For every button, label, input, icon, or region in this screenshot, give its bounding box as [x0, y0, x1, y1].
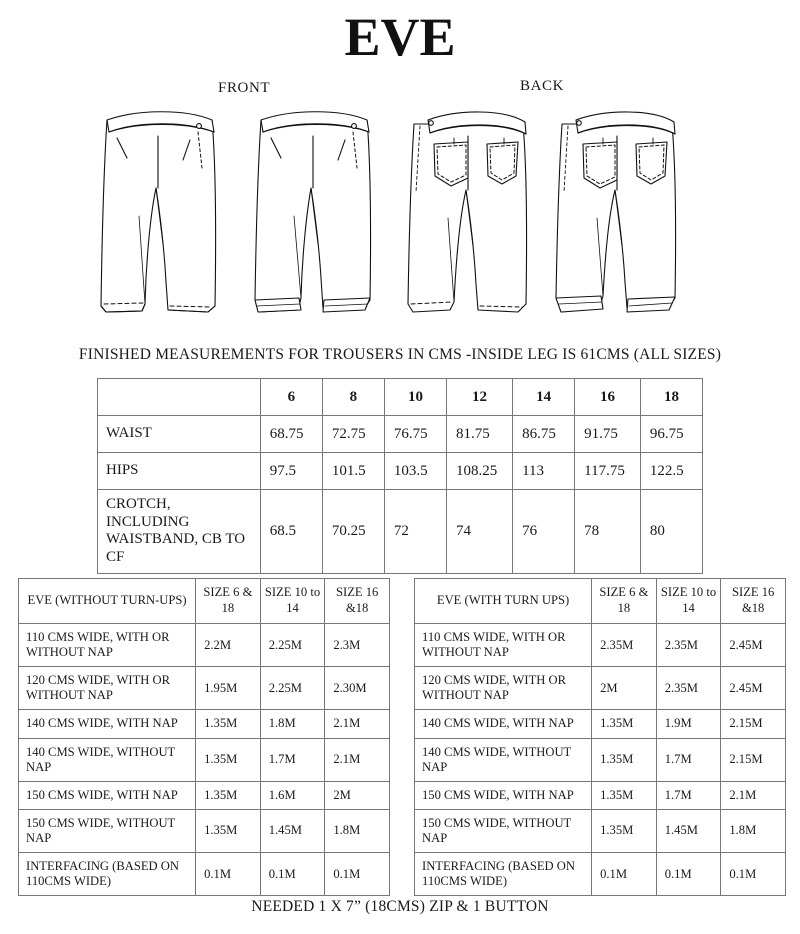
fabric-amount: 2.25M: [260, 624, 325, 667]
table-row: [415, 667, 786, 710]
table-row: [19, 667, 390, 710]
measurement-value: 76: [513, 490, 575, 574]
fabric-amount: 2.15M: [721, 738, 786, 781]
table-row: [19, 710, 390, 738]
fabric-amount: 2M: [592, 667, 657, 710]
fabric-amount: 1.9M: [656, 710, 721, 738]
table-row: [415, 853, 786, 896]
table-row: [415, 809, 786, 852]
table-row: [415, 624, 786, 667]
fabric-amount: 0.1M: [325, 853, 390, 896]
measurement-value: 68.5: [260, 490, 322, 574]
fabric-amount: 1.7M: [656, 781, 721, 809]
fabric-amount: 1.35M: [196, 710, 261, 738]
size-header-16: 16: [575, 379, 641, 416]
notions-caption: NEEDED 1 X 7” (18CMS) ZIP & 1 BUTTON: [251, 898, 549, 915]
finished-measurements-table: [97, 378, 703, 574]
fabric-amount: 0.1M: [656, 853, 721, 896]
fabric-amount: 2.2M: [196, 624, 261, 667]
fabric-left-size-header-1: SIZE 10 to 14: [260, 579, 325, 624]
fabric-amount: 2.45M: [721, 667, 786, 710]
page-title: EVE: [344, 7, 456, 67]
fabric-amount: 2.35M: [592, 624, 657, 667]
fabric-description: 120 CMS WIDE, WITH OR WITHOUT NAP: [415, 667, 592, 710]
fabric-description: 150 CMS WIDE, WITHOUT NAP: [19, 809, 196, 852]
measurements-corner-cell: [98, 379, 261, 416]
fabric-right-size-header-1: SIZE 10 to 14: [656, 579, 721, 624]
fabric-left-title: EVE (WITHOUT TURN-UPS): [19, 579, 196, 624]
table-row: [19, 853, 390, 896]
measurement-value: 97.5: [260, 453, 322, 490]
measurement-label: HIPS: [98, 453, 261, 490]
fabric-amount: 1.7M: [260, 738, 325, 781]
fabric-amount: 2.3M: [325, 624, 390, 667]
fabric-description: 150 CMS WIDE, WITH NAP: [415, 781, 592, 809]
fabric-right-size-header-0: SIZE 6 & 18: [592, 579, 657, 624]
table-row: [19, 809, 390, 852]
fabric-amount: 2.35M: [656, 667, 721, 710]
measurement-value: 108.25: [446, 453, 512, 490]
trouser-front-turnup-illustration: [252, 96, 388, 328]
fabric-left-header-row: [19, 579, 390, 624]
table-row: [415, 710, 786, 738]
trouser-front-plain-illustration: [98, 96, 230, 328]
fabric-description: 140 CMS WIDE, WITHOUT NAP: [415, 738, 592, 781]
fabric-requirements-without-turnups-table: [18, 578, 390, 896]
measurement-value: 91.75: [575, 416, 641, 453]
fabric-amount: 2.1M: [325, 710, 390, 738]
fabric-amount: 1.95M: [196, 667, 261, 710]
table-row: [415, 738, 786, 781]
fabric-amount: 1.8M: [325, 809, 390, 852]
fabric-amount: 2.30M: [325, 667, 390, 710]
fabric-amount: 2.35M: [656, 624, 721, 667]
front-view-label: FRONT: [218, 80, 271, 96]
title-block: [0, 7, 800, 67]
fabric-amount: 0.1M: [196, 853, 261, 896]
size-header-8: 8: [322, 379, 384, 416]
measurement-value: 70.25: [322, 490, 384, 574]
measurement-value: 76.75: [384, 416, 446, 453]
fabric-amount: 1.35M: [196, 738, 261, 781]
measurement-value: 68.75: [260, 416, 322, 453]
fabric-amount: 2.1M: [325, 738, 390, 781]
measurement-value: 86.75: [513, 416, 575, 453]
size-header-14: 14: [513, 379, 575, 416]
fabric-description: 110 CMS WIDE, WITH OR WITHOUT NAP: [415, 624, 592, 667]
table-row: [19, 624, 390, 667]
table-row: [19, 738, 390, 781]
measurement-value: 101.5: [322, 453, 384, 490]
fabric-amount: 1.35M: [592, 738, 657, 781]
fabric-right-size-header-2: SIZE 16 &18: [721, 579, 786, 624]
fabric-amount: 0.1M: [592, 853, 657, 896]
size-header-6: 6: [260, 379, 322, 416]
trouser-back-plain-illustration: [406, 96, 546, 328]
fabric-amount: 0.1M: [260, 853, 325, 896]
fabric-description: 150 CMS WIDE, WITHOUT NAP: [415, 809, 592, 852]
fabric-amount: 2.45M: [721, 624, 786, 667]
measurement-value: 72: [384, 490, 446, 574]
measurement-value: 113: [513, 453, 575, 490]
fabric-amount: 2M: [325, 781, 390, 809]
measurement-value: 117.75: [575, 453, 641, 490]
fabric-amount: 1.35M: [592, 781, 657, 809]
fabric-description: 140 CMS WIDE, WITHOUT NAP: [19, 738, 196, 781]
fabric-amount: 2.1M: [721, 781, 786, 809]
size-header-10: 10: [384, 379, 446, 416]
back-view-label: BACK: [520, 78, 565, 94]
measurement-value: 80: [640, 490, 702, 574]
fabric-amount: 1.35M: [592, 809, 657, 852]
fabric-amount: 1.35M: [196, 781, 261, 809]
measurement-label: WAIST: [98, 416, 261, 453]
fabric-right-title: EVE (WITH TURN UPS): [415, 579, 592, 624]
measurement-value: 78: [575, 490, 641, 574]
size-header-12: 12: [446, 379, 512, 416]
fabric-right-header-row: [415, 579, 786, 624]
table-row: [415, 781, 786, 809]
fabric-amount: 2.25M: [260, 667, 325, 710]
fabric-description: 140 CMS WIDE, WITH NAP: [415, 710, 592, 738]
fabric-amount: 1.6M: [260, 781, 325, 809]
measurement-label: CROTCH, INCLUDING WAISTBAND, CB TO CF: [98, 490, 261, 574]
fabric-description: 140 CMS WIDE, WITH NAP: [19, 710, 196, 738]
fabric-description: 110 CMS WIDE, WITH OR WITHOUT NAP: [19, 624, 196, 667]
fabric-description: INTERFACING (BASED ON 110CMS WIDE): [19, 853, 196, 896]
table-row: [98, 490, 703, 574]
fabric-description: 120 CMS WIDE, WITH OR WITHOUT NAP: [19, 667, 196, 710]
fabric-left-size-header-0: SIZE 6 & 18: [196, 579, 261, 624]
fabric-description: 150 CMS WIDE, WITH NAP: [19, 781, 196, 809]
measurements-caption: FINISHED MEASUREMENTS FOR TROUSERS IN CMS -INSIDE LEG IS 61CMS (ALL SIZES): [78, 346, 722, 363]
table-row: [19, 781, 390, 809]
measurement-value: 81.75: [446, 416, 512, 453]
fabric-amount: 0.1M: [721, 853, 786, 896]
fabric-requirements-with-turnups-table: [414, 578, 786, 896]
fabric-amount: 1.35M: [592, 710, 657, 738]
technical-flats-row: [0, 96, 800, 328]
size-header-18: 18: [640, 379, 702, 416]
fabric-left-size-header-2: SIZE 16 &18: [325, 579, 390, 624]
measurement-value: 103.5: [384, 453, 446, 490]
measurement-value: 72.75: [322, 416, 384, 453]
fabric-amount: 1.45M: [260, 809, 325, 852]
table-row: [98, 416, 703, 453]
trouser-back-turnup-illustration: [552, 96, 698, 328]
measurement-value: 96.75: [640, 416, 702, 453]
fabric-description: INTERFACING (BASED ON 110CMS WIDE): [415, 853, 592, 896]
measurement-value: 74: [446, 490, 512, 574]
fabric-amount: 1.35M: [196, 809, 261, 852]
fabric-amount: 2.15M: [721, 710, 786, 738]
fabric-amount: 1.8M: [721, 809, 786, 852]
fabric-amount: 1.45M: [656, 809, 721, 852]
fabric-amount: 1.8M: [260, 710, 325, 738]
table-row: [98, 453, 703, 490]
measurement-value: 122.5: [640, 453, 702, 490]
fabric-amount: 1.7M: [656, 738, 721, 781]
measurements-header-row: [98, 379, 703, 416]
